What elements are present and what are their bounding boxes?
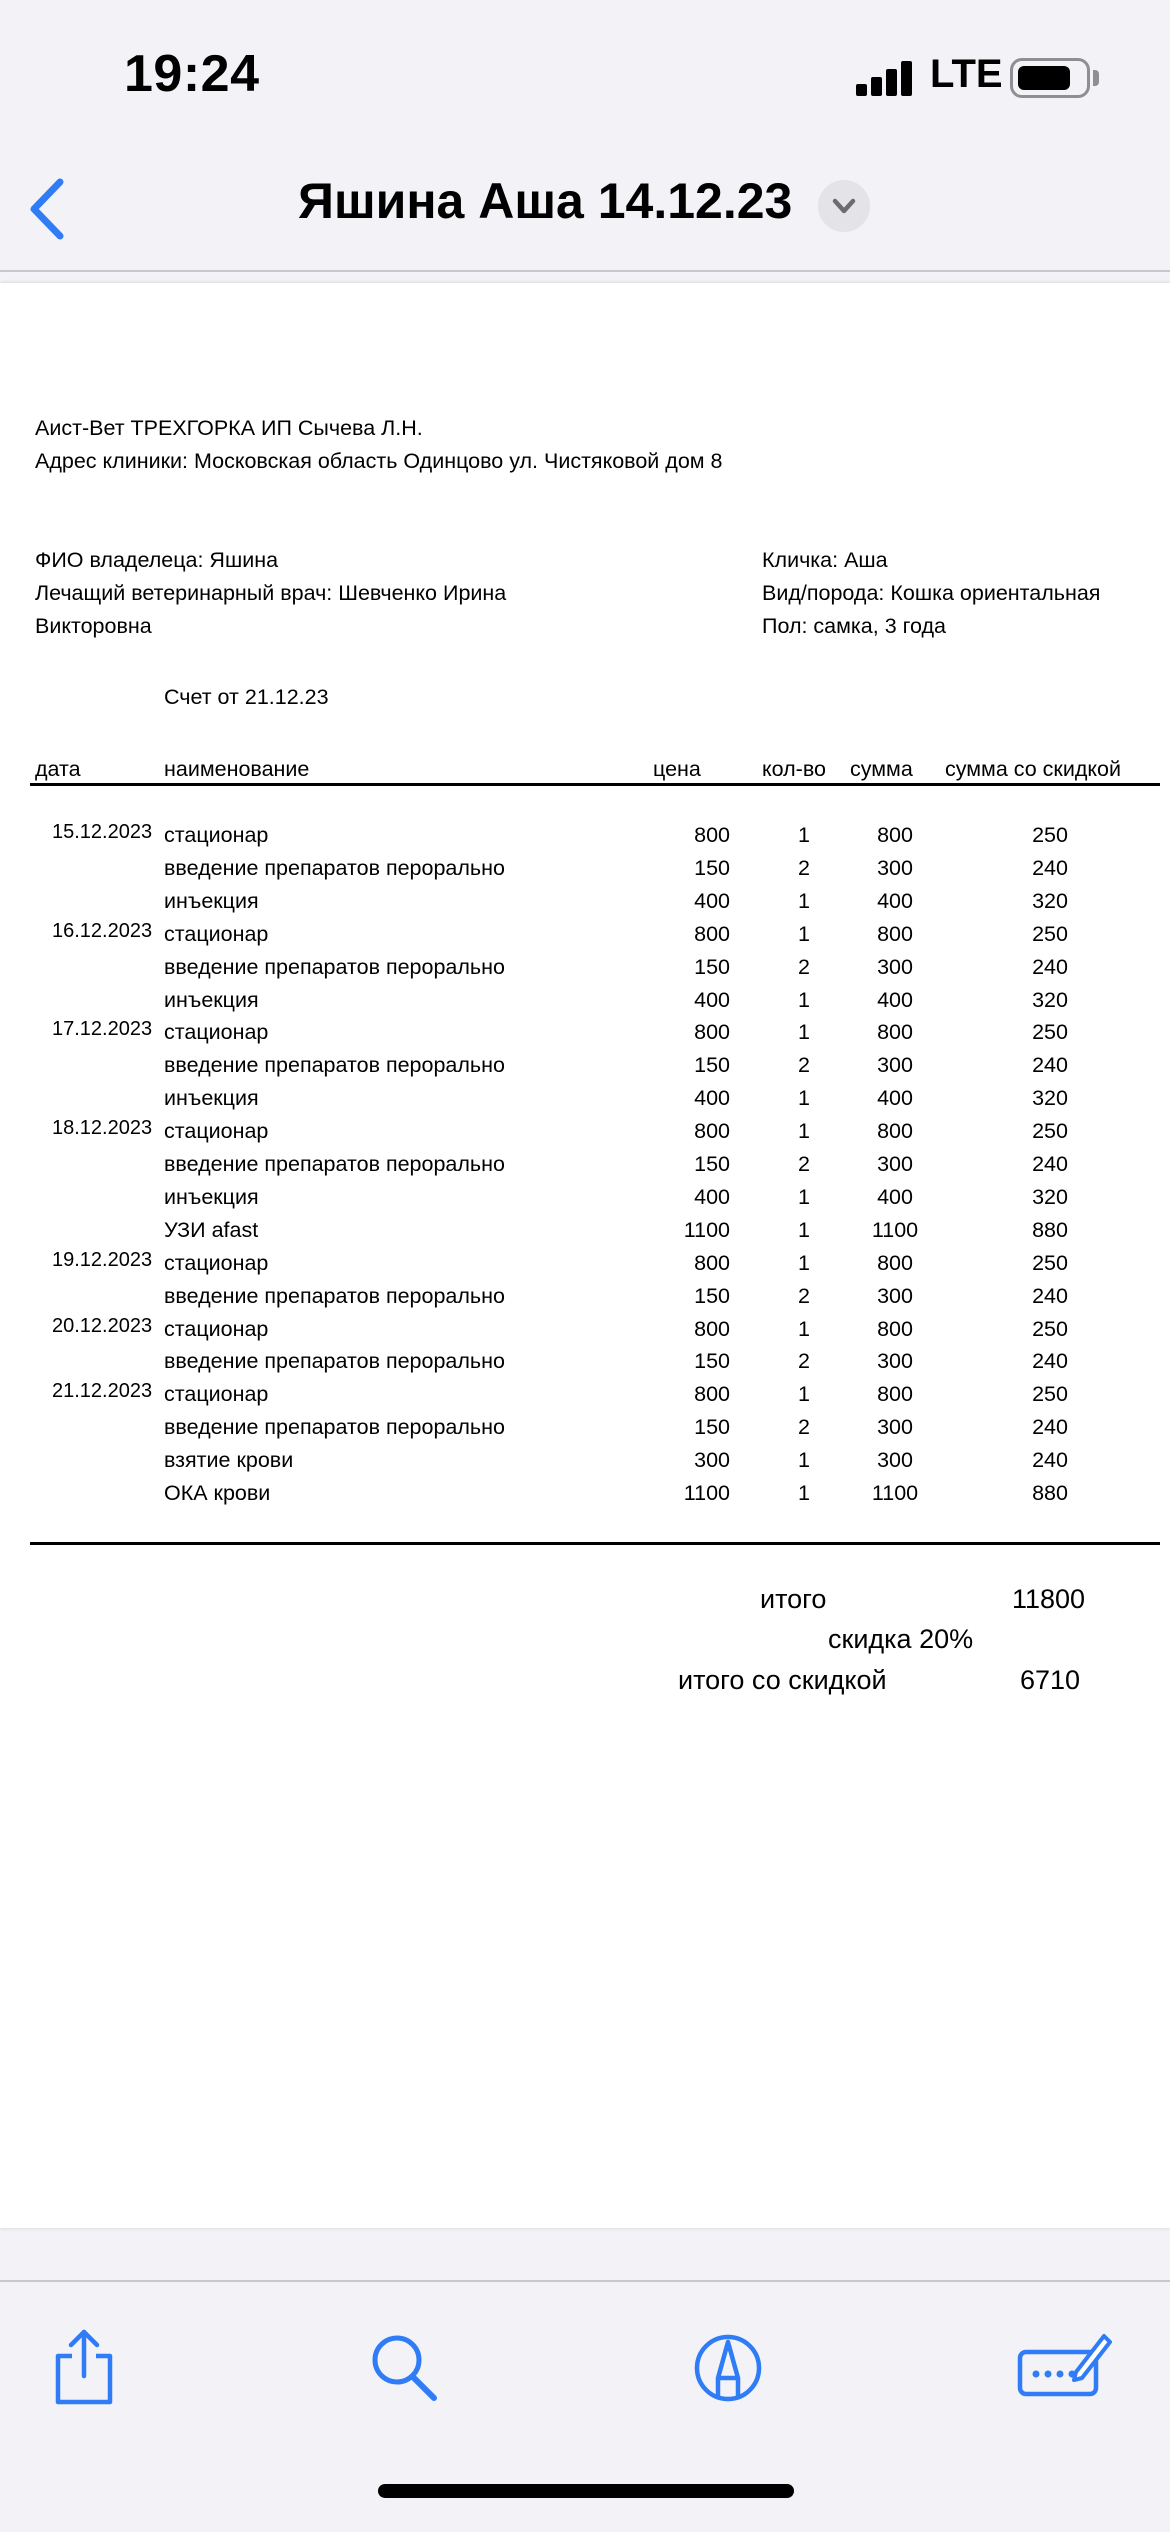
row-qty: 1 [798, 1218, 810, 1242]
row-sum: 800 [877, 1020, 913, 1044]
row-name: стационар [164, 1382, 269, 1406]
row-price: 150 [694, 856, 730, 880]
header-name: наименование [164, 757, 310, 781]
row-name: стационар [164, 922, 269, 946]
chevron-down-icon [818, 180, 870, 232]
row-sum: 800 [877, 1382, 913, 1406]
row-qty: 1 [798, 1481, 810, 1505]
row-discount-sum: 880 [1032, 1218, 1068, 1242]
row-qty: 2 [798, 955, 810, 979]
row-qty: 2 [798, 1284, 810, 1308]
row-discount-sum: 240 [1032, 1448, 1068, 1472]
row-price: 150 [694, 1053, 730, 1077]
row-discount-sum: 250 [1032, 922, 1068, 946]
row-price: 400 [694, 1185, 730, 1209]
row-qty: 1 [798, 1382, 810, 1406]
row-date: 19.12.2023 [52, 1249, 153, 1271]
share-button[interactable] [44, 2326, 124, 2406]
row-sum: 300 [877, 856, 913, 880]
document-title[interactable]: Яшина Аша 14.12.23 [298, 173, 793, 229]
row-price: 800 [694, 823, 730, 847]
row-qty: 2 [798, 1152, 810, 1176]
row-discount-sum: 240 [1032, 856, 1068, 880]
row-qty: 1 [798, 1020, 810, 1044]
row-discount-sum: 320 [1032, 1086, 1068, 1110]
row-price: 800 [694, 922, 730, 946]
row-name: введение препаратов перорально [164, 955, 505, 979]
nav-bar [0, 150, 1170, 272]
title-menu-button[interactable] [818, 180, 870, 232]
row-name: стационар [164, 1020, 269, 1044]
row-discount-sum: 240 [1032, 1349, 1068, 1373]
header-qty: кол-во [762, 757, 826, 781]
row-discount-sum: 250 [1032, 1317, 1068, 1341]
row-name: инъекция [164, 988, 259, 1012]
row-qty: 2 [798, 1415, 810, 1439]
row-name: УЗИ afast [164, 1218, 259, 1242]
row-name: введение препаратов перорально [164, 1152, 505, 1176]
row-price: 400 [694, 1086, 730, 1110]
row-sum: 800 [877, 823, 913, 847]
row-price: 150 [694, 1349, 730, 1373]
row-discount-sum: 250 [1032, 1251, 1068, 1275]
row-price: 400 [694, 889, 730, 913]
chevron-left-icon [22, 174, 72, 244]
doctor-name-cont: Викторовна [35, 614, 152, 638]
table-bottom-divider [30, 1542, 1160, 1545]
row-qty: 1 [798, 1251, 810, 1275]
row-price: 800 [694, 1020, 730, 1044]
row-price: 800 [694, 1251, 730, 1275]
battery-icon [1010, 58, 1090, 98]
row-sum: 300 [877, 1152, 913, 1176]
total-discount-label: итого со скидкой [678, 1665, 887, 1695]
header-sum: сумма [850, 757, 913, 781]
row-sum: 300 [877, 1053, 913, 1077]
search-icon [364, 2326, 444, 2406]
status-bar [0, 0, 1170, 150]
clinic-name: Аист-Вет ТРЕХГОРКА ИП Сычева Л.Н. [35, 416, 423, 440]
row-name: инъекция [164, 1086, 259, 1110]
row-qty: 1 [798, 823, 810, 847]
row-price: 1100 [683, 1218, 730, 1242]
row-discount-sum: 250 [1032, 1382, 1068, 1406]
row-sum: 400 [877, 988, 913, 1012]
row-sum: 400 [877, 889, 913, 913]
row-qty: 1 [798, 1185, 810, 1209]
keyboard-edit-icon [1014, 2326, 1114, 2406]
row-price: 800 [694, 1317, 730, 1341]
status-time: 19:24 [124, 45, 260, 103]
row-discount-sum: 250 [1032, 1119, 1068, 1143]
discount-label: скидка 20% [828, 1624, 974, 1654]
row-price: 800 [694, 1119, 730, 1143]
row-discount-sum: 240 [1032, 1152, 1068, 1176]
pet-name: Кличка: Аша [762, 548, 888, 572]
row-name: стационар [164, 1251, 269, 1275]
row-price: 300 [694, 1448, 730, 1472]
row-sum: 400 [877, 1185, 913, 1209]
row-qty: 2 [798, 1053, 810, 1077]
row-date: 15.12.2023 [52, 821, 153, 843]
home-indicator [378, 2484, 794, 2498]
row-name: введение препаратов перорально [164, 1053, 505, 1077]
row-discount-sum: 240 [1032, 1053, 1068, 1077]
row-name: введение препаратов перорально [164, 1349, 505, 1373]
row-name: инъекция [164, 1185, 259, 1209]
row-qty: 1 [798, 1119, 810, 1143]
row-qty: 1 [798, 922, 810, 946]
cellular-signal-icon [856, 60, 916, 96]
network-type: LTE [930, 52, 1003, 96]
row-name: введение препаратов перорально [164, 1284, 505, 1308]
row-sum: 300 [877, 1284, 913, 1308]
row-sum: 800 [877, 1251, 913, 1275]
row-qty: 1 [798, 1448, 810, 1472]
row-qty: 2 [798, 1349, 810, 1373]
row-price: 150 [694, 1415, 730, 1439]
total-discount-value: 6710 [1020, 1665, 1081, 1695]
row-name: взятие крови [164, 1448, 294, 1472]
row-sum: 1100 [871, 1481, 919, 1505]
row-discount-sum: 320 [1032, 889, 1068, 913]
row-date: 18.12.2023 [52, 1117, 153, 1139]
row-sum: 800 [877, 1317, 913, 1341]
row-qty: 2 [798, 856, 810, 880]
search-button[interactable] [364, 2326, 444, 2406]
header-price: цена [653, 757, 701, 781]
row-date: 20.12.2023 [52, 1315, 153, 1337]
row-discount-sum: 880 [1032, 1481, 1068, 1505]
row-name: стационар [164, 823, 269, 847]
row-price: 800 [694, 1382, 730, 1406]
total-label: итого [760, 1584, 827, 1614]
row-name: стационар [164, 1317, 269, 1341]
total-value: 11800 [1012, 1584, 1086, 1614]
markup-button[interactable] [688, 2326, 768, 2406]
row-sum: 800 [877, 922, 913, 946]
doctor-name: Лечащий ветеринарный врач: Шевченко Ирина [35, 581, 507, 605]
row-sum: 300 [877, 1448, 913, 1472]
keyboard-edit-button[interactable] [1014, 2326, 1114, 2406]
row-discount-sum: 240 [1032, 955, 1068, 979]
battery-tip [1093, 70, 1099, 86]
row-qty: 1 [798, 988, 810, 1012]
row-sum: 1100 [871, 1218, 919, 1242]
row-date: 16.12.2023 [52, 920, 153, 942]
row-qty: 1 [798, 1317, 810, 1341]
header-discount-sum: сумма со скидкой [945, 757, 1121, 781]
invoice-date: Счет от 21.12.23 [164, 685, 329, 709]
row-sum: 300 [877, 955, 913, 979]
row-price: 150 [694, 1284, 730, 1308]
header-date: дата [35, 757, 81, 781]
owner-name: ФИО владелеца: Яшина [35, 548, 279, 572]
row-sum: 400 [877, 1086, 913, 1110]
document-page[interactable] [0, 283, 1170, 2228]
row-discount-sum: 320 [1032, 1185, 1068, 1209]
markup-pen-icon [688, 2326, 768, 2406]
back-button[interactable] [22, 174, 72, 244]
row-name: введение препаратов перорально [164, 1415, 505, 1439]
row-price: 150 [694, 955, 730, 979]
row-sum: 300 [877, 1349, 913, 1373]
row-discount-sum: 240 [1032, 1284, 1068, 1308]
pet-breed: Вид/порода: Кошка ориентальная [762, 581, 1101, 605]
row-discount-sum: 250 [1032, 823, 1068, 847]
row-date: 21.12.2023 [52, 1380, 153, 1402]
row-name: стационар [164, 1119, 269, 1143]
row-qty: 1 [798, 889, 810, 913]
row-name: ОКА крови [164, 1481, 271, 1505]
row-discount-sum: 250 [1032, 1020, 1068, 1044]
header-divider [30, 783, 1160, 786]
row-qty: 1 [798, 1086, 810, 1110]
clinic-address: Адрес клиники: Московская область Одинцово ул. Чистяковой дом 8 [35, 449, 723, 473]
row-price: 1100 [683, 1481, 730, 1505]
row-sum: 800 [877, 1119, 913, 1143]
row-price: 400 [694, 988, 730, 1012]
row-name: введение препаратов перорально [164, 856, 505, 880]
row-sum: 300 [877, 1415, 913, 1439]
row-name: инъекция [164, 889, 259, 913]
share-icon [44, 2326, 124, 2406]
pet-sex-age: Пол: самка, 3 года [762, 614, 946, 638]
row-discount-sum: 240 [1032, 1415, 1068, 1439]
row-price: 150 [694, 1152, 730, 1176]
row-date: 17.12.2023 [52, 1018, 153, 1040]
row-discount-sum: 320 [1032, 988, 1068, 1012]
